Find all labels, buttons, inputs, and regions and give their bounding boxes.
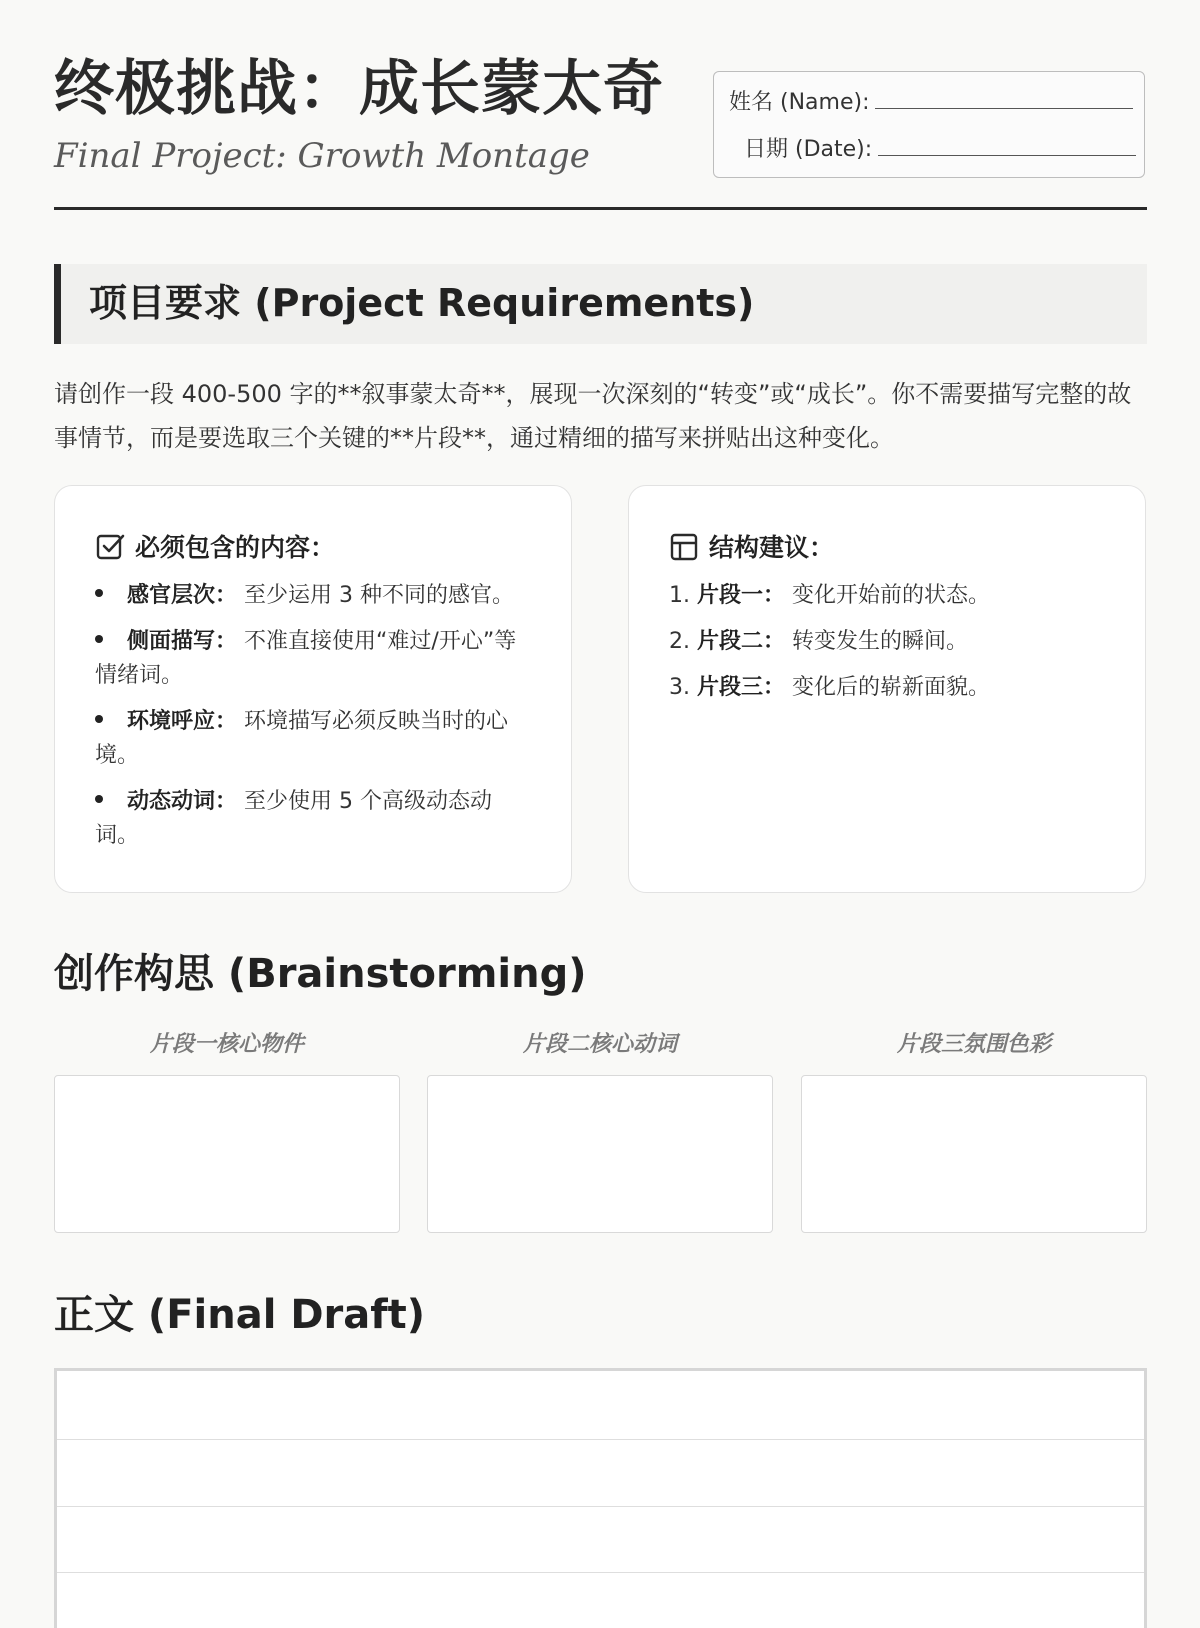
header-divider	[54, 207, 1147, 210]
list-item	[95, 785, 535, 853]
structure-list	[669, 579, 1109, 717]
item-term: 侧面描写：	[127, 629, 238, 654]
item-text: 变化后的崭新面貌。	[792, 675, 991, 700]
bullet-icon	[95, 795, 103, 803]
brainstorm-label: 片段三氛围色彩	[896, 1032, 1051, 1057]
brainstorm-input-area[interactable]	[54, 1075, 400, 1233]
must-include-card	[54, 485, 572, 893]
writing-line	[57, 1572, 1144, 1573]
item-term: 动态动词：	[127, 789, 238, 814]
final-draft-heading: 正文 (Final Draft)	[54, 1292, 426, 1338]
bullet-icon	[95, 589, 103, 597]
name-row	[729, 88, 1133, 117]
brainstorm-label: 片段一核心物件	[149, 1032, 304, 1057]
page-title: 终极挑战：成长蒙太奇	[54, 54, 664, 124]
item-number: 1.	[669, 583, 690, 608]
item-text: 转变发生的瞬间。	[792, 629, 969, 654]
brainstorm-input-area[interactable]	[801, 1075, 1147, 1233]
name-blank[interactable]	[875, 88, 1133, 109]
brainstorming-heading: 创作构思 (Brainstorming)	[54, 951, 587, 997]
requirements-heading: 项目要求 (Project Requirements)	[89, 281, 755, 325]
brainstorm-label: 片段二核心动词	[522, 1032, 677, 1057]
worksheet-page	[54, 0, 1147, 1600]
list-item	[669, 671, 1109, 705]
list-item	[669, 579, 1109, 613]
brainstorm-box-3	[801, 1030, 1147, 1060]
date-row	[744, 135, 1136, 164]
final-draft-writing-area[interactable]	[54, 1368, 1147, 1628]
list-item	[95, 625, 535, 693]
date-label: 日期 (Date):	[744, 137, 873, 162]
worksheet-header	[54, 52, 1147, 212]
item-term: 感官层次：	[127, 583, 238, 608]
structure-card	[628, 485, 1146, 893]
item-text: 变化开始前的状态。	[792, 583, 991, 608]
list-item	[95, 705, 535, 773]
writing-line	[57, 1439, 1144, 1440]
item-text: 环境描写必须反映当时的心境。	[95, 709, 509, 768]
brainstorm-box-2	[427, 1030, 773, 1060]
item-text: 至少使用 5 个高级动态动词。	[95, 789, 492, 848]
item-text: 不准直接使用“难过/开心”等情绪词。	[95, 629, 517, 688]
item-term: 环境呼应：	[127, 709, 238, 734]
list-item	[669, 625, 1109, 659]
item-term: 片段三：	[697, 675, 786, 700]
requirements-heading-bar	[54, 264, 1147, 344]
structure-title: 结构建议：	[709, 533, 835, 562]
bullet-icon	[95, 635, 103, 643]
requirements-intro: 请创作一段 400-500 字的**叙事蒙太奇**，展现一次深刻的“转变”或“成长”。你不需要描写完整的故事情节，而是要选取三个关键的**片段**，通过精细的描写来拼贴出这种变化。	[54, 380, 1132, 452]
item-term: 片段一：	[697, 583, 786, 608]
date-blank[interactable]	[878, 135, 1136, 156]
item-number: 2.	[669, 629, 690, 654]
name-date-box	[713, 71, 1145, 178]
bullet-icon	[95, 715, 103, 723]
brainstorm-input-area[interactable]	[427, 1075, 773, 1233]
item-term: 片段二：	[697, 629, 786, 654]
item-text: 至少运用 3 种不同的感官。	[244, 583, 514, 608]
checkbox-icon	[95, 532, 125, 562]
writing-line	[57, 1506, 1144, 1507]
page-subtitle: Final Project: Growth Montage	[54, 136, 590, 176]
brainstorm-box-1	[54, 1030, 400, 1060]
name-label: 姓名 (Name):	[729, 90, 870, 115]
layout-icon	[669, 532, 699, 562]
item-number: 3.	[669, 675, 690, 700]
must-include-list	[95, 579, 535, 865]
structure-heading	[669, 530, 834, 566]
list-item	[95, 579, 535, 613]
must-include-title: 必须包含的内容：	[135, 533, 336, 562]
must-include-heading	[95, 530, 335, 566]
